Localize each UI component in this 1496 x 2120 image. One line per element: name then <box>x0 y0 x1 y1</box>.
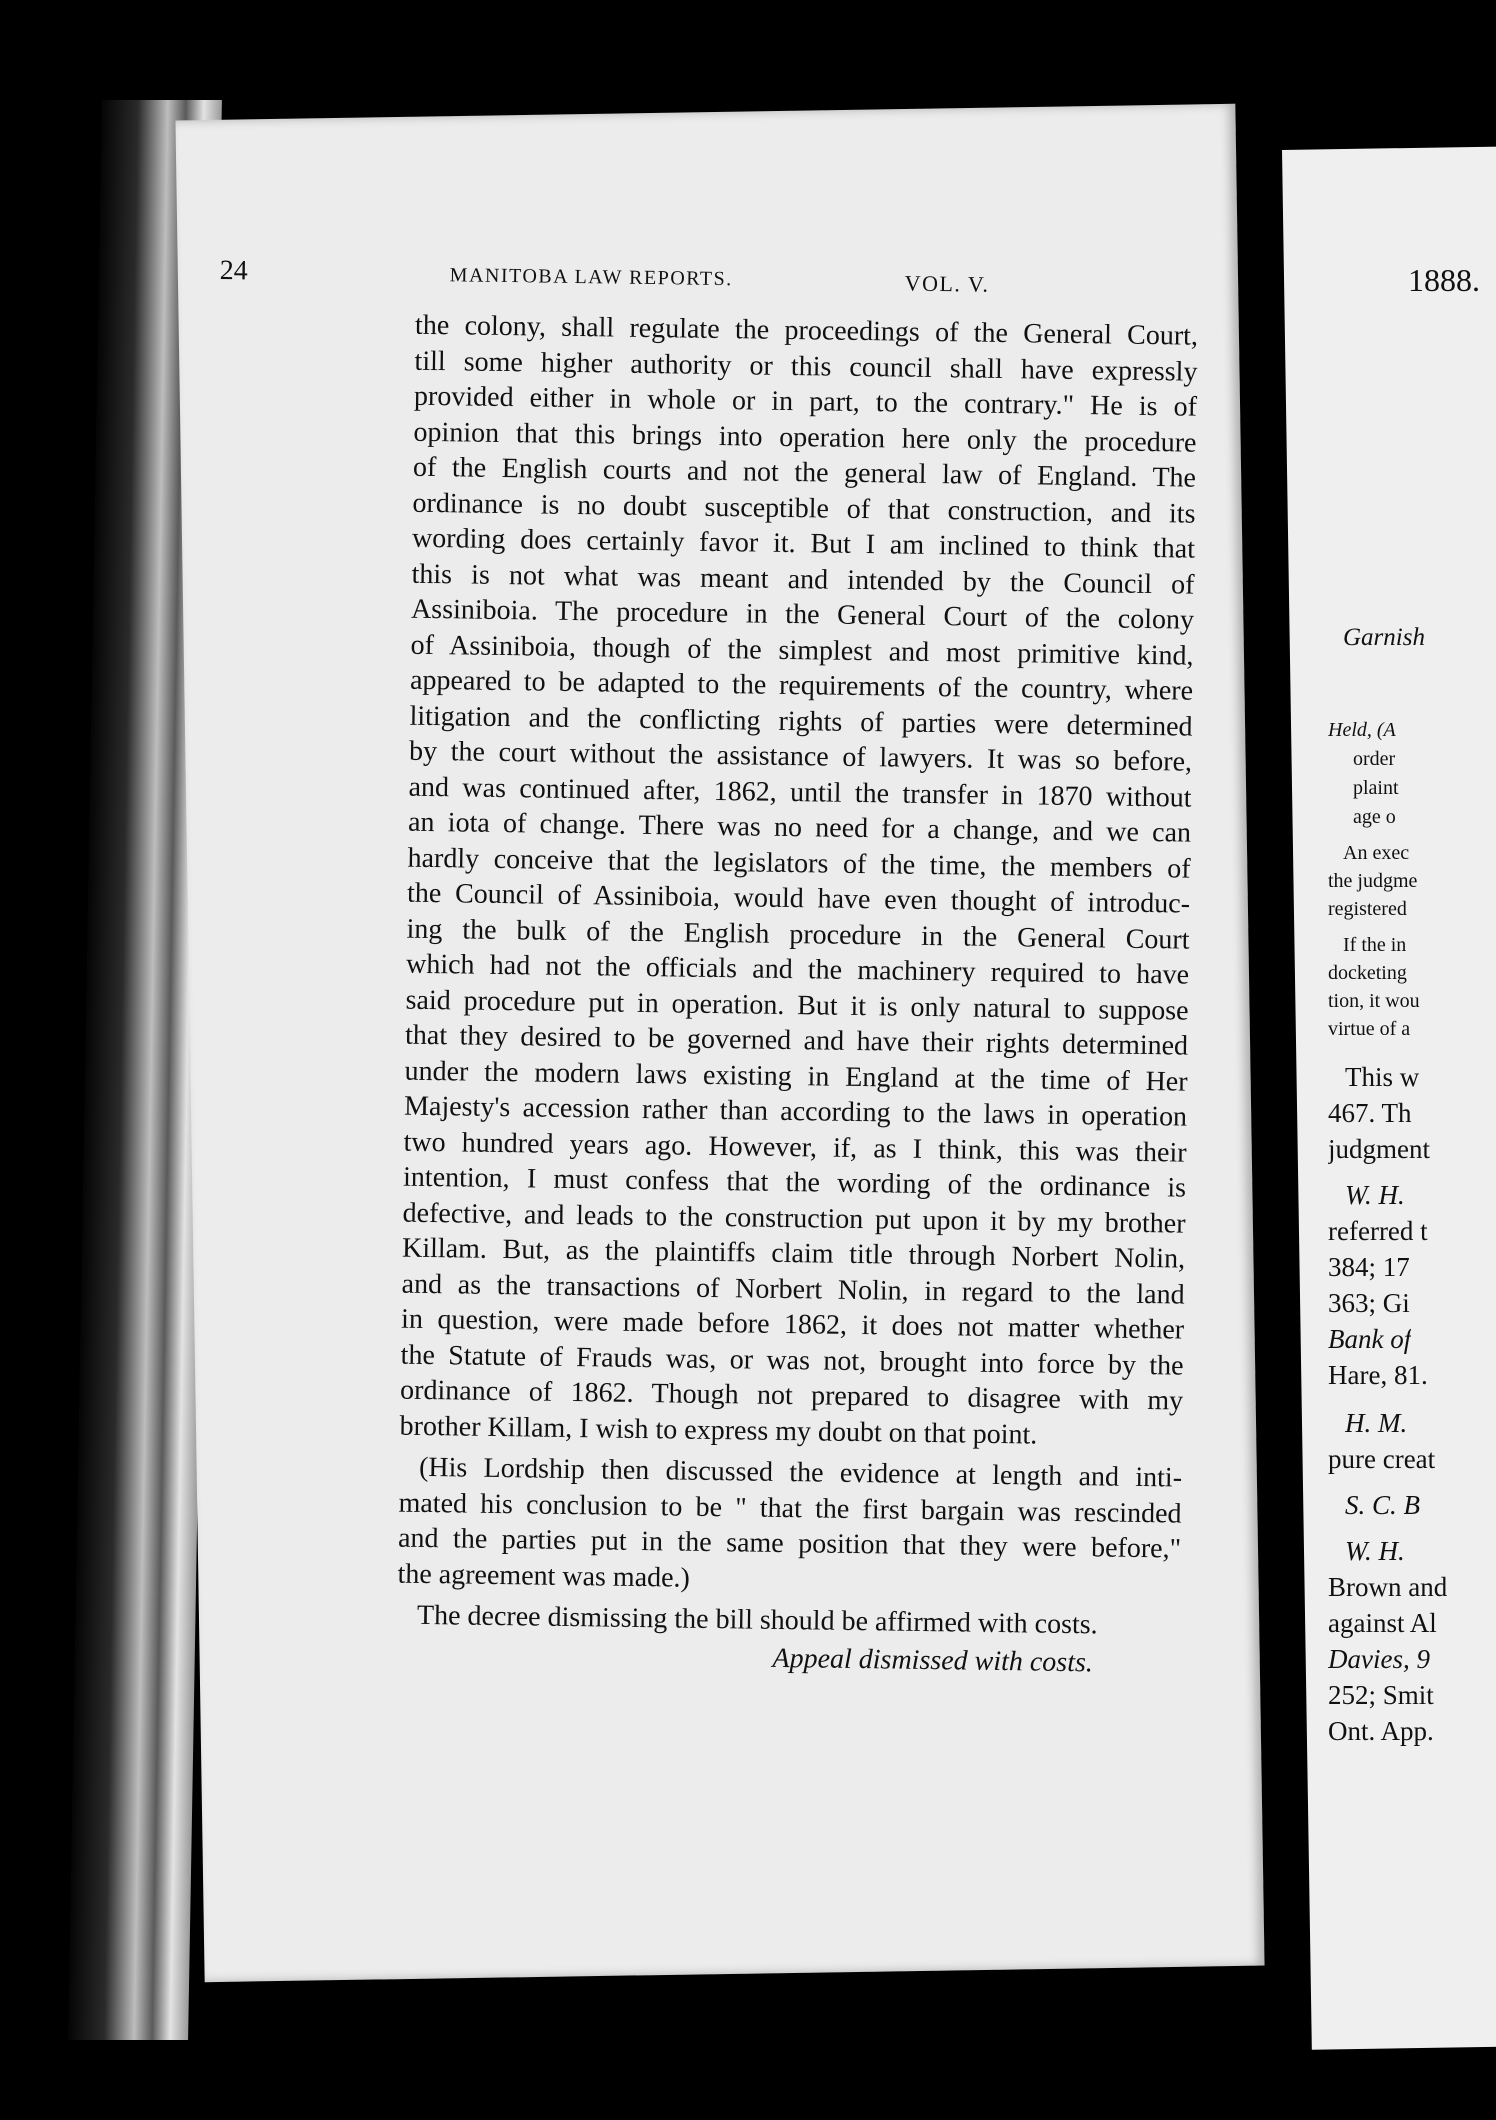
fragment-line: S. C. B <box>1345 1490 1421 1520</box>
volume-label: VOL. V. <box>904 270 990 297</box>
text-line: ing the bulk of the English procedure in the General Court <box>406 913 1190 956</box>
text-line: brother Killam, I wish to express my doubt on that point. <box>399 1410 1038 1451</box>
fragment-line: 252; Smit <box>1328 1680 1434 1710</box>
fragment-line: W. H. <box>1345 1536 1405 1566</box>
text-line: that they desired to be governed and have their rights determined <box>404 1019 1189 1062</box>
text-line: opinion that this brings into operation here only the procedure <box>413 416 1197 459</box>
text-line: in question, were made before 1862, it does not matter whether <box>400 1303 1185 1346</box>
fragment-line: Bank of <box>1328 1324 1412 1354</box>
fragment-line: the judgme <box>1328 870 1418 892</box>
text-line: Assiniboia. The procedure in the General Court of the colony <box>410 593 1195 636</box>
body-text <box>201 305 1219 1644</box>
text-line: provided either in whole or in part, to the contrary." He is of <box>413 380 1198 423</box>
fragment-line: If the in <box>1343 934 1407 956</box>
fragment-line: An exec <box>1343 842 1410 864</box>
text-line: of the English courts and not the general law of England. The <box>412 451 1197 494</box>
fragment-line: plaint <box>1353 777 1399 799</box>
fragment-line: 363; Gi <box>1328 1288 1410 1318</box>
fragment-line: docketing <box>1328 962 1407 984</box>
text-line: under the modern laws existing in England at the time of Her <box>404 1055 1188 1098</box>
fragment-line: 384; 17 <box>1328 1252 1410 1282</box>
text-line: this is not what was meant and intended by the Council of <box>411 558 1195 601</box>
fragment-line: against Al <box>1328 1608 1437 1638</box>
text-line: and as the transactions of Norbert Nolin, in regard to the land <box>401 1268 1185 1311</box>
right-page-year: 1888. <box>1408 262 1480 298</box>
text-line: two hundred years ago. However, if, as I think, this was their <box>403 1126 1187 1169</box>
text-line: the Council of Assiniboia, would have even thought of introduc- <box>406 877 1191 920</box>
text-line: mated his conclusion to be " that the first bargain was rescinded <box>398 1487 1182 1530</box>
text-line: Killam. But, as the plaintiffs claim title through Norbert Nolin, <box>401 1232 1186 1275</box>
fragment-line: H. M. <box>1345 1408 1408 1438</box>
text-line: said procedure put in operation. But it is only natural to suppose <box>405 984 1189 1027</box>
text-line: defective, and leads to the construction put upon it by my brother <box>402 1197 1186 1240</box>
disposition-line: Appeal dismissed with costs. <box>772 1642 1094 1678</box>
text-line: (His Lordship then discussed the evidence at length and inti- <box>418 1451 1183 1494</box>
text-line: ordinance is no doubt susceptible of that construction, and its <box>412 487 1196 530</box>
text-line: the Statute of Frauds was, or was not, brought into force by the <box>400 1339 1184 1382</box>
fragment-line: registered <box>1328 898 1407 920</box>
fragment-line: age o <box>1353 806 1396 828</box>
text-line: the agreement was made.) <box>397 1558 691 1594</box>
text-line: wording does certainly favor it. But I am inclined to think that <box>411 522 1196 565</box>
fragment-line: judgment <box>1328 1134 1430 1164</box>
fragment-line: pure creat <box>1328 1444 1436 1474</box>
text-line: by the court without the assistance of lawyers. It was so before, <box>408 735 1193 778</box>
text-line: intention, I must confess that the wording of the ordinance is <box>402 1161 1187 1204</box>
text-line: of Assiniboia, though of the simplest and most primitive kind, <box>410 629 1194 672</box>
text-line: an iota of change. There was no need for a change, and we can <box>407 806 1192 849</box>
fragment-line: Brown and <box>1328 1572 1448 1602</box>
text-line: the colony, shall regulate the proceedings of the General Court, <box>414 309 1199 352</box>
fragment-line: W. H. <box>1345 1180 1405 1210</box>
fragment-line: 467. Th <box>1328 1098 1412 1128</box>
fragment-line: virtue of a <box>1328 1018 1411 1040</box>
fragment-line: Ont. App. <box>1328 1716 1434 1746</box>
text-line: hardly conceive that the legislators of the time, the members of <box>407 842 1191 885</box>
fragment-line: Hare, 81. <box>1328 1360 1428 1390</box>
text-line: litigation and the conflicting rights of parties were determined <box>409 700 1193 743</box>
text-line: appeared to be adapted to the requirements of the country, where <box>409 664 1194 707</box>
page-number: 24 <box>219 255 248 287</box>
fragment-line: Held, (A <box>1328 719 1396 741</box>
left-page-text <box>200 255 1220 1680</box>
running-title: MANITOBA LAW REPORTS. <box>449 264 733 291</box>
text-line: and was continued after, 1862, until the transfer in 1870 without <box>408 771 1192 814</box>
fragment-line: Garnish <box>1343 624 1425 651</box>
fragment-line: Davies, 9 <box>1328 1644 1430 1674</box>
text-line: Majesty's accession rather than according to the laws in operation <box>403 1090 1188 1133</box>
fragment-line: tion, it wou <box>1328 990 1420 1012</box>
text-line: and the parties put in the same position that they were before," <box>397 1522 1182 1565</box>
fragment-line: This w <box>1345 1062 1420 1092</box>
fragment-line: referred t <box>1328 1216 1428 1246</box>
text-line: The decree dismissing the bill should be affirmed with costs. <box>416 1599 1098 1641</box>
text-line: till some higher authority or this council shall have expressly <box>414 345 1198 388</box>
text-line: ordinance of 1862. Though not prepared to disagree with my <box>399 1374 1184 1417</box>
fragment-line: order <box>1353 748 1396 770</box>
text-line: which had not the officials and the machinery required to have <box>405 948 1190 991</box>
